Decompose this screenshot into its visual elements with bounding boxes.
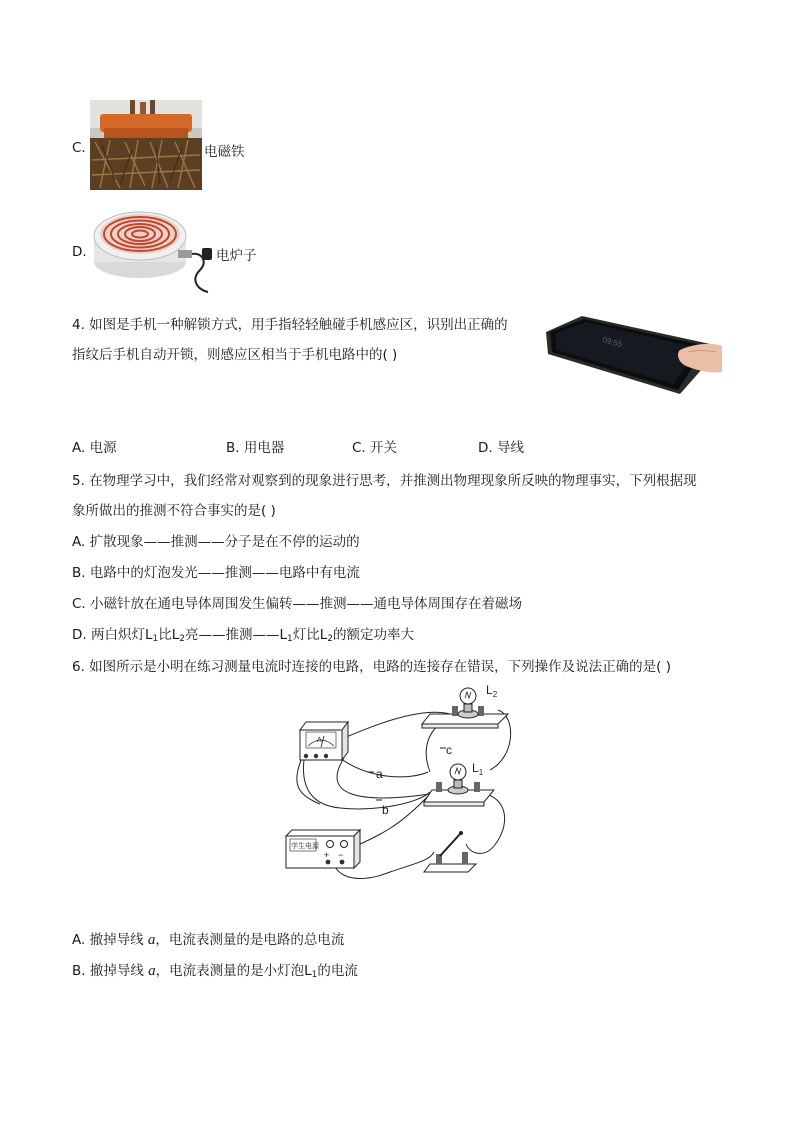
q5-stem-line1: 5. 在物理学习中，我们经常对观察到的现象进行思考，并推测出物理现象所反映的物理事实，下列根据现 <box>72 473 697 489</box>
q4-option-c: C. 开关 <box>352 440 398 456</box>
phone-fingerprint-photo <box>540 310 722 398</box>
q3-option-d-letter: D. <box>72 244 87 260</box>
q5-option-a: A. 扩散现象——推测——分子是在不停的运动的 <box>72 534 360 550</box>
electromagnet-photo <box>90 100 202 190</box>
lamp-l1-label: $L_1$ <box>472 761 484 777</box>
wire-b <box>337 758 430 798</box>
q4-option-b: B. 用电器 <box>226 440 285 456</box>
q3-option-c-letter: C. <box>72 140 86 156</box>
q5-stem-line2: 象所做出的推测不符合事实的是( ) <box>72 503 276 519</box>
plus-sign: + <box>324 850 330 860</box>
phone-clock: 09:55 <box>601 335 624 349</box>
wire-a <box>340 758 428 777</box>
q3-option-d-caption: 电炉子 <box>216 248 257 264</box>
q6-option-b: B. 撤掉导线 a，电流表测量的是小灯泡$L_1$的电流 <box>72 963 358 980</box>
q4-stem-line2: 指纹后手机自动开锁，则感应区相当于手机电路中的( ) <box>72 347 398 363</box>
q5-option-c: C. 小磁针放在通电导体周围发生偏转——推测——通电导体周围存在着磁场 <box>72 596 523 612</box>
wire-a-label: a <box>376 767 383 781</box>
q4-option-d: D. 导线 <box>478 440 524 456</box>
q3-option-c-caption: 电磁铁 <box>204 144 245 160</box>
q4-option-a: A. 电源 <box>72 440 117 456</box>
electric-stove-photo <box>90 204 218 296</box>
ammeter-symbol: A <box>317 737 322 744</box>
q6-option-a: A. 撤掉导线 a，电流表测量的是电路的总电流 <box>72 932 345 948</box>
wire-c-label: c <box>446 743 452 757</box>
circuit-diagram <box>280 676 520 882</box>
minus-sign: − <box>338 850 344 860</box>
q6-stem: 6. 如图所示是小明在练习测量电流时连接的电路，电路的连接存在错误，下列操作及说法正确的是( ) <box>72 659 671 675</box>
q5-option-d: D. 两白炽灯$L_1$比$L_2$亮——推测$——L_1$灯比$L_2$的额定功率大 <box>72 627 415 644</box>
lamp-l2-label: $L_2$ <box>486 683 498 699</box>
q4-stem-line1: 4. 如图是手机一种解锁方式，用手指轻轻触碰手机感应区，识别出正确的 <box>72 317 508 333</box>
power-supply-label: 学生电源 <box>291 843 319 850</box>
wire-b-label: b <box>382 803 389 817</box>
q5-option-b: B. 电路中的灯泡发光——推测——电路中有电流 <box>72 565 360 581</box>
